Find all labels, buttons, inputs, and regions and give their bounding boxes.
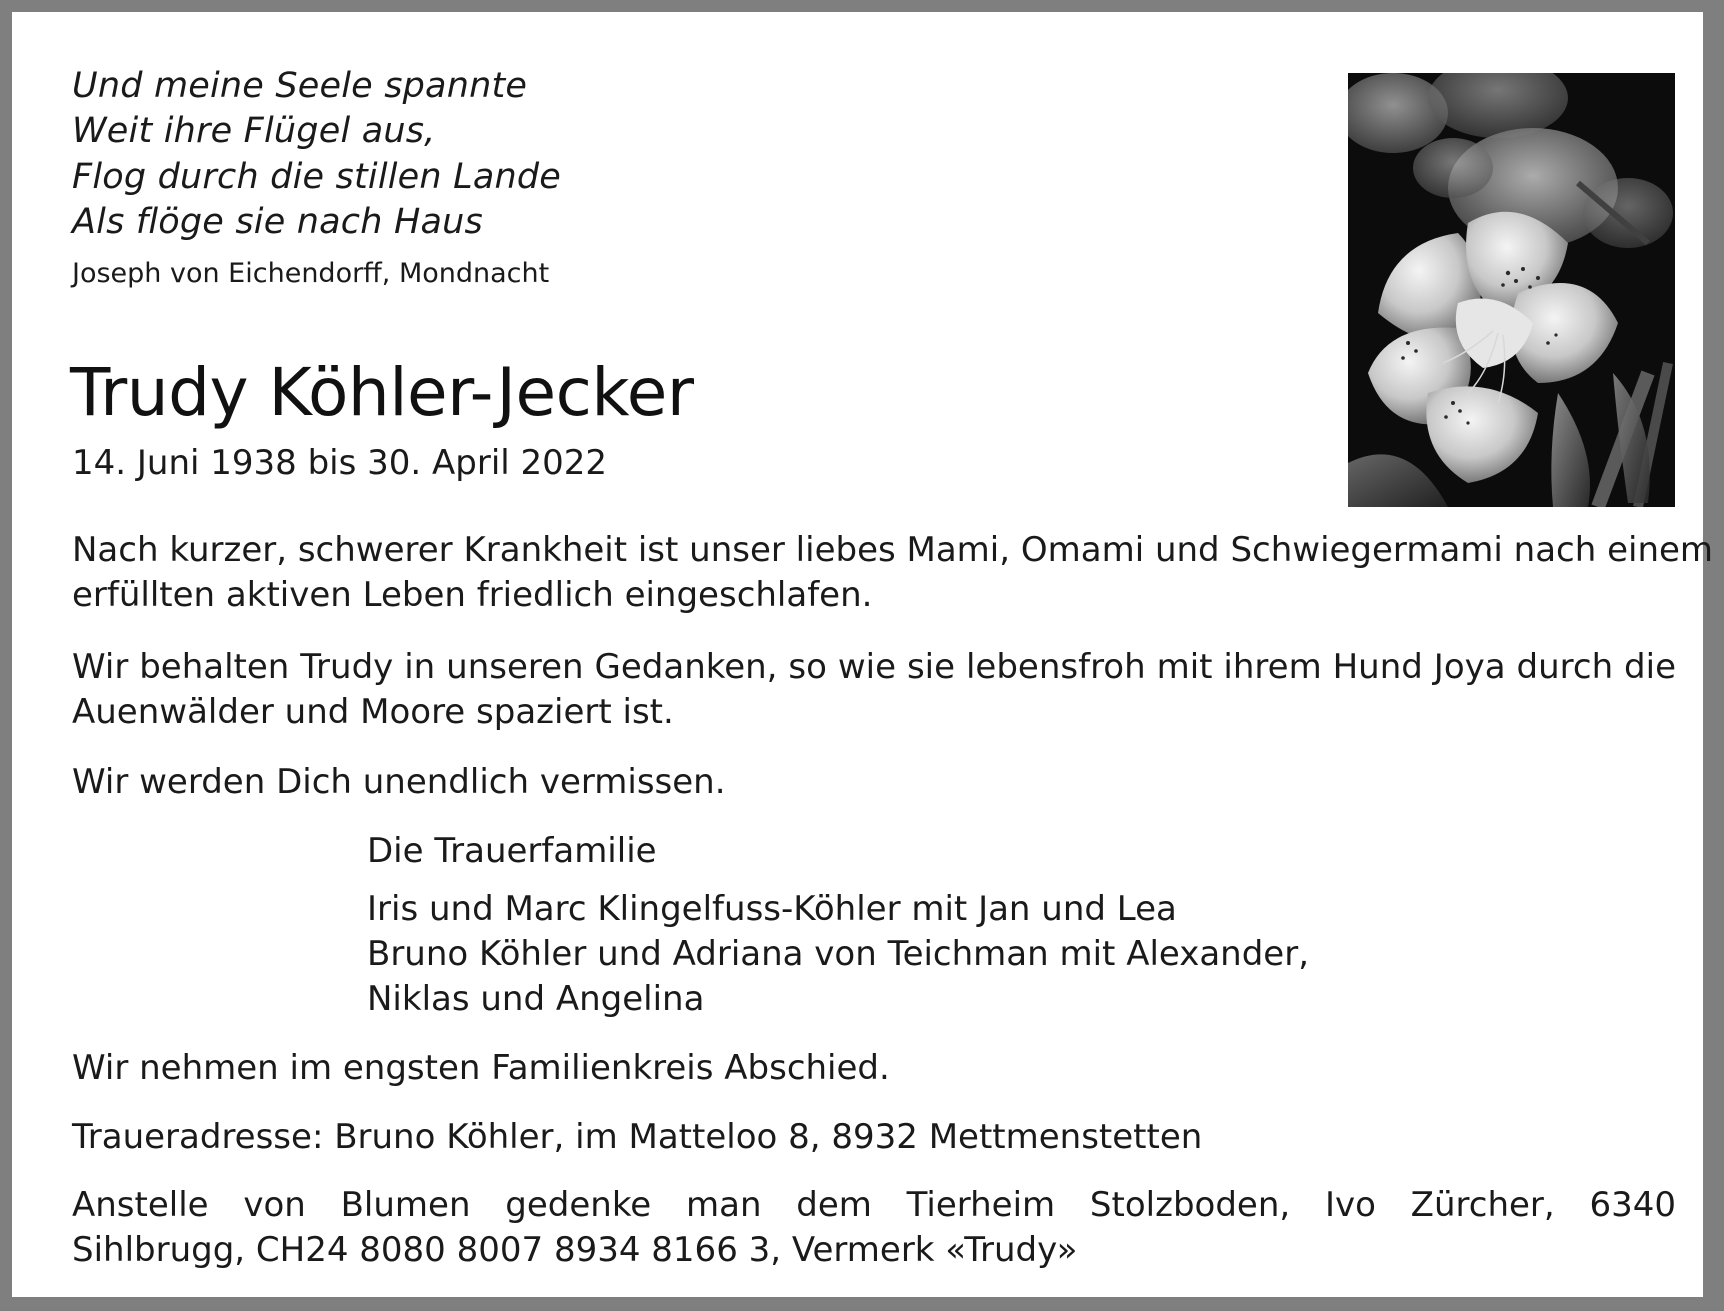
poem-attribution: Joseph von Eichendorff, Mondnacht [72, 258, 550, 289]
paragraph-1-line-1: Nach kurzer, schwerer Krankheit ist unser liebes Mami, Omami und Schwiegermami nach einem [72, 530, 1714, 570]
deceased-name: Trudy Köhler-Jecker [70, 354, 694, 431]
flower-photo [1348, 73, 1675, 507]
family-heading: Die Trauerfamilie [367, 831, 657, 871]
farewell-text: Wir nehmen im engsten Familienkreis Abschied. [72, 1048, 890, 1088]
family-line-3: Niklas und Angelina [367, 979, 705, 1019]
paragraph-1-line-2: erfüllten aktiven Leben friedlich eingeschlafen. [72, 575, 873, 615]
poem-line-4: Als flöge sie nach Haus [72, 202, 483, 242]
family-line-1: Iris und Marc Klingelfuss-Köhler mit Jan und Lea [367, 889, 1177, 929]
family-line-2: Bruno Köhler und Adriana von Teichman mit Alexander, [367, 934, 1310, 974]
flower-photo-image [1348, 73, 1675, 507]
poem-line-2: Weit ihre Flügel aus, [72, 111, 436, 151]
donation-line-1: Anstelle von Blumen gedenke man dem Tierheim Stolzboden, Ivo Zürcher, 6340 [72, 1185, 1676, 1225]
poem-line-1: Und meine Seele spannte [72, 66, 528, 106]
obituary-card [12, 12, 1714, 1297]
paragraph-3: Wir werden Dich unendlich vermissen. [72, 762, 726, 802]
poem-line-3: Flog durch die stillen Lande [72, 157, 562, 197]
donation-line-2: Sihlbrugg, CH24 8080 8007 8934 8166 3, Vermerk «Trudy» [72, 1230, 1078, 1270]
mourning-address: Traueradresse: Bruno Köhler, im Matteloo 8, 8932 Mettmenstetten [72, 1117, 1203, 1157]
life-dates: 14. Juni 1938 bis 30. April 2022 [72, 443, 608, 483]
paragraph-2-line-1: Wir behalten Trudy in unseren Gedanken, so wie sie lebensfroh mit ihrem Hund Joya durch die [72, 647, 1676, 687]
paragraph-2-line-2: Auenwälder und Moore spaziert ist. [72, 692, 674, 732]
